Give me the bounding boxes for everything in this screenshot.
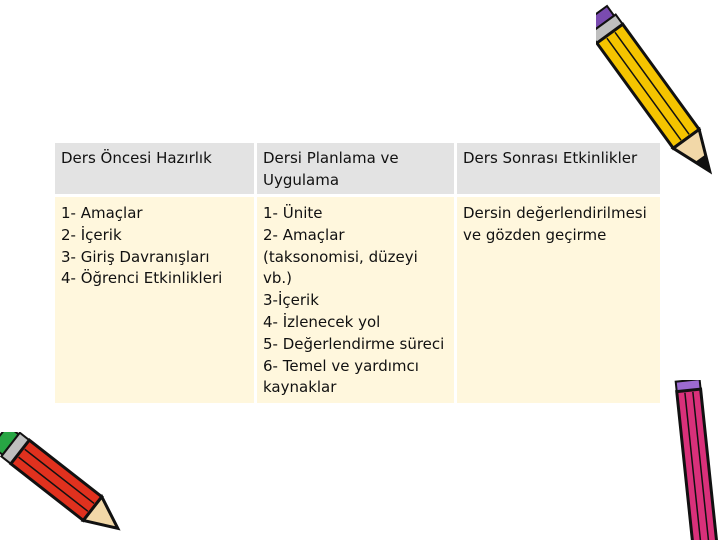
pencil-icon [672,380,720,540]
list-item: 1- Ünite [263,204,323,222]
header-cell: Dersi Planlama ve Uygulama [257,143,457,197]
list-item: 5- Değerlendirme süreci [263,334,445,353]
list-item: 3-İçerik [263,291,319,310]
cell-text: Dersin değerlendirilmesi ve gözden geçirme [463,204,647,244]
list-item: 1- Amaçlar [61,204,143,222]
table-cell [257,197,457,403]
list-item: 2- Amaçlar (taksonomisi, düzeyi vb.) [263,225,418,288]
table-cell [457,197,660,403]
planning-table [55,143,660,403]
table-row [55,197,660,403]
table-header-row [55,143,660,197]
list-item: 2- İçerik [61,225,122,244]
list-item: 4- Öğrenci Etkinlikleri [61,269,223,288]
list-item: 6- Temel ve yardımcı kaynaklar [263,356,419,397]
pencil-icon [0,432,125,540]
header-cell: Ders Sonrası Etkinlikler [457,143,660,197]
table-cell [55,197,257,403]
list-item: 3- Giriş Davranışları [61,247,210,266]
list-item: 4- İzlenecek yol [263,312,381,331]
header-cell: Ders Öncesi Hazırlık [55,143,257,197]
